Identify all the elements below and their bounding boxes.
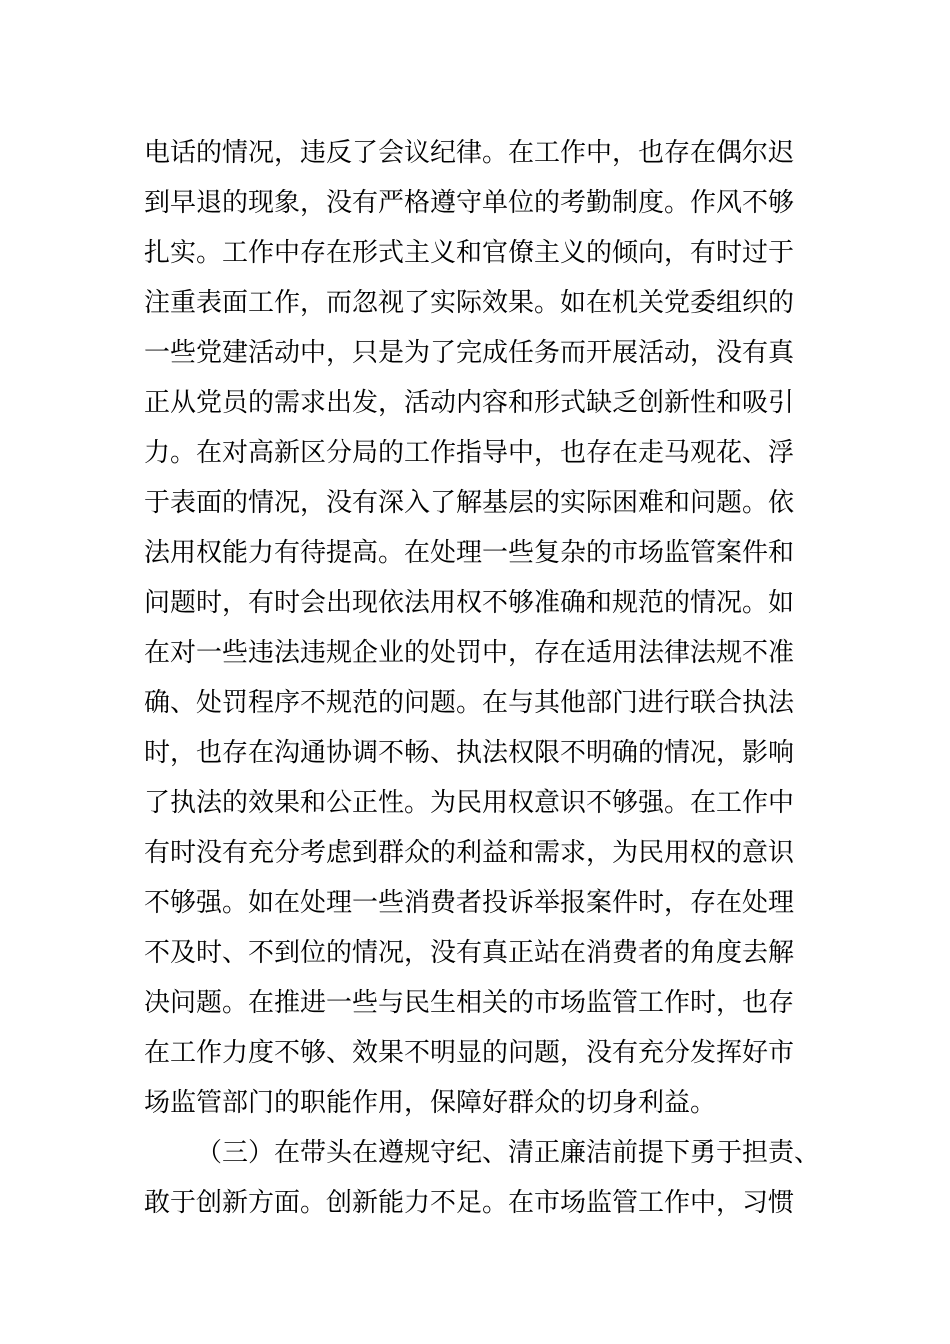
text-line: 一些党建活动中，只是为了完成任务而开展活动，没有真	[144, 338, 795, 368]
text-line: （三）在带头在遵规守纪、清正廉洁前提下勇于担责、	[196, 1138, 821, 1168]
text-line: 扎实。工作中存在形式主义和官僚主义的倾向，有时过于	[144, 238, 795, 268]
text-line: 不及时、不到位的情况，没有真正站在消费者的角度去解	[144, 938, 795, 968]
text-line: 不够强。如在处理一些消费者投诉举报案件时，存在处理	[144, 888, 795, 918]
text-line: 于表面的情况，没有深入了解基层的实际困难和问题。依	[144, 488, 795, 518]
text-line: 场监管部门的职能作用，保障好群众的切身利益。	[144, 1088, 717, 1118]
text-line: 电话的情况，违反了会议纪律。在工作中，也存在偶尔迟	[144, 138, 795, 168]
text-line: 到早退的现象，没有严格遵守单位的考勤制度。作风不够	[144, 188, 795, 218]
text-line: 法用权能力有待提高。在处理一些复杂的市场监管案件和	[144, 538, 795, 568]
text-line: 时，也存在沟通协调不畅、执法权限不明确的情况，影响	[144, 738, 795, 768]
text-line: 了执法的效果和公正性。为民用权意识不够强。在工作中	[144, 788, 795, 818]
text-line: 注重表面工作，而忽视了实际效果。如在机关党委组织的	[144, 288, 795, 318]
text-line: 在工作力度不够、效果不明显的问题，没有充分发挥好市	[144, 1038, 795, 1068]
text-line: 正从党员的需求出发，活动内容和形式缺乏创新性和吸引	[144, 388, 795, 418]
text-line: 确、处罚程序不规范的问题。在与其他部门进行联合执法	[144, 688, 795, 718]
text-line: 在对一些违法违规企业的处罚中，存在适用法律法规不准	[144, 638, 795, 668]
text-line: 问题时，有时会出现依法用权不够准确和规范的情况。如	[144, 588, 795, 618]
text-line: 决问题。在推进一些与民生相关的市场监管工作时，也存	[144, 988, 795, 1018]
paragraph-1	[144, 128, 824, 1128]
paragraph-2	[144, 1128, 824, 1228]
body-text	[144, 128, 824, 1228]
text-line: 有时没有充分考虑到群众的利益和需求，为民用权的意识	[144, 838, 795, 868]
text-line: 敢于创新方面。创新能力不足。在市场监管工作中，习惯	[144, 1188, 795, 1218]
text-line: 力。在对高新区分局的工作指导中，也存在走马观花、浮	[144, 438, 795, 468]
